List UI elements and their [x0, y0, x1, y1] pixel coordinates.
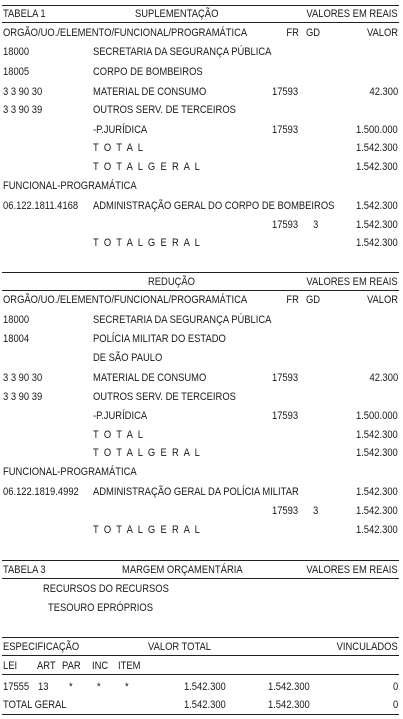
values-header: VALORES EM REAIS: [306, 276, 398, 288]
table-label: TABELA 1: [3, 8, 46, 20]
rule: [2, 655, 399, 656]
funcional-gd: 3: [313, 219, 319, 231]
row-desc: MATERIAL DE CONSUMO: [93, 372, 207, 384]
col-fr: FR: [286, 27, 299, 39]
funcional-code: 06.122.1819.4992: [3, 486, 79, 498]
funcional-valor-2: 1.542.300: [356, 219, 398, 231]
row-par: *: [69, 681, 73, 693]
funcional-label: FUNCIONAL-PROGRAMÁTICA: [3, 466, 137, 478]
row-vinculados: 0: [392, 681, 398, 693]
row-desc: DE SÃO PAULO: [93, 352, 163, 364]
grand-total-label: T O T A L G E R A L: [93, 237, 202, 249]
table-label: TABELA 3: [3, 564, 46, 576]
row-code: 3 3 90 39: [3, 391, 43, 403]
row-valor: 42.300: [369, 86, 398, 98]
row-code: 3 3 90 30: [3, 86, 43, 98]
col-fr: FR: [286, 294, 299, 306]
sub-lei: LEI: [3, 660, 18, 672]
row-item: *: [125, 681, 129, 693]
funcional-valor: 1.542.300: [356, 200, 398, 212]
total-valor-2: 1.542.300: [268, 699, 310, 711]
row-fr: 17593: [271, 86, 298, 98]
grand-total-label: T O T A L G E R A L: [93, 524, 202, 536]
total-valor: 1.542.300: [356, 142, 398, 154]
funcional-gd: 3: [313, 505, 319, 517]
row-code: 3 3 90 30: [3, 372, 43, 384]
col-valor: VALOR: [366, 294, 398, 306]
rule: [2, 714, 399, 715]
row-desc: OUTROS SERV. DE TERCEIROS: [93, 391, 236, 403]
rule: [2, 290, 399, 291]
col-valor-total: VALOR TOTAL: [148, 641, 212, 653]
sub-par: PAR: [62, 660, 81, 672]
sub-art: ART: [37, 660, 56, 672]
row-inc: *: [97, 681, 101, 693]
total-geral-label: TOTAL GERAL: [3, 699, 67, 711]
row-code: 18005: [3, 66, 30, 78]
rule: [2, 5, 399, 6]
row-valor-total: 1.542.300: [184, 681, 226, 693]
table-title: REDUÇÃO: [148, 276, 196, 288]
total-valor: 1.542.300: [356, 429, 398, 441]
funcional-valor-2: 1.542.300: [356, 505, 398, 517]
row-fr: 17593: [271, 124, 298, 136]
rule: [2, 272, 399, 273]
rule: [2, 674, 399, 675]
row-desc: MATERIAL DE CONSUMO: [93, 86, 207, 98]
funcional-label: FUNCIONAL-PROGRAMÁTICA: [3, 180, 137, 192]
funcional-desc: ADMINISTRAÇÃO GERAL DO CORPO DE BOMBEIROS: [93, 200, 335, 212]
row-code: 18000: [3, 46, 30, 58]
rule: [2, 560, 399, 561]
col-gd: GD: [306, 27, 321, 39]
funcional-fr: 17593: [271, 219, 298, 231]
values-header: VALORES EM REAIS: [306, 564, 398, 576]
row-desc: CORPO DE BOMBEIROS: [93, 66, 203, 78]
grand-total-label: T O T A L G E R A L: [93, 161, 202, 173]
row-code: 18000: [3, 314, 30, 326]
row-valor: 42.300: [369, 372, 398, 384]
row-valor: 1.500.000: [356, 410, 398, 422]
row-desc: SECRETARIA DA SEGURANÇA PÚBLICA: [93, 314, 272, 326]
col-gd: GD: [306, 294, 321, 306]
row-lei: 17555: [3, 681, 30, 693]
row-desc: POLÍCIA MILITAR DO ESTADO: [93, 333, 226, 345]
total-label: T O T A L: [93, 142, 145, 154]
sub-item: ITEM: [118, 660, 141, 672]
row-fr: 17593: [271, 372, 298, 384]
total-label: T O T A L: [93, 429, 145, 441]
grand-total-valor: 1.542.300: [356, 524, 398, 536]
row-valor-2: 1.542.300: [268, 681, 310, 693]
grand-total-valor: 1.542.300: [356, 237, 398, 249]
col-org: ORGÃO/UO./ELEMENTO/FUNCIONAL/PROGRAMÁTICA: [3, 27, 248, 39]
table-title: MARGEM ORÇAMENTÁRIA: [122, 564, 243, 576]
table-title: SUPLEMENTAÇÃO: [135, 8, 219, 20]
grand-total-label: T O T A L G E R A L: [93, 447, 202, 459]
sub-inc: INC: [92, 660, 109, 672]
row-desc: -P.JURÍDICA: [93, 410, 148, 422]
total-vinculados: 0: [392, 699, 398, 711]
row-fr: 17593: [271, 410, 298, 422]
funcional-valor: 1.542.300: [356, 486, 398, 498]
funcional-fr: 17593: [271, 505, 298, 517]
recursos-text: RECURSOS DO RECURSOS: [43, 583, 169, 595]
values-header: VALORES EM REAIS: [306, 8, 398, 20]
funcional-code: 06.122.1811.4168: [3, 200, 79, 212]
rule: [2, 22, 399, 23]
row-art: 13: [38, 681, 49, 693]
grand-total-valor: 1.542.300: [356, 161, 398, 173]
row-valor: 1.500.000: [356, 124, 398, 136]
funcional-desc: ADMINISTRAÇÃO GERAL DA POLÍCIA MILITAR: [93, 486, 299, 498]
rule: [2, 578, 399, 579]
col-valor: VALOR: [366, 27, 398, 39]
row-desc: -P.JURÍDICA: [93, 124, 148, 136]
grand-total-valor: 1.542.300: [356, 447, 398, 459]
rule: [2, 637, 399, 638]
row-code: 3 3 90 39: [3, 104, 43, 116]
row-desc: OUTROS SERV. DE TERCEIROS: [93, 104, 236, 116]
row-code: 18004: [3, 333, 30, 345]
col-especificacao: ESPECIFICAÇÃO: [3, 641, 80, 653]
row-desc: SECRETARIA DA SEGURANÇA PÚBLICA: [93, 46, 272, 58]
col-org: ORGÃO/UO./ELEMENTO/FUNCIONAL/PROGRAMÁTICA: [3, 294, 248, 306]
tesouro-text: TESOURO EPRÓPRIOS: [48, 602, 153, 614]
total-valor-total: 1.542.300: [184, 699, 226, 711]
col-vinculados: VINCULADOS: [336, 641, 398, 653]
